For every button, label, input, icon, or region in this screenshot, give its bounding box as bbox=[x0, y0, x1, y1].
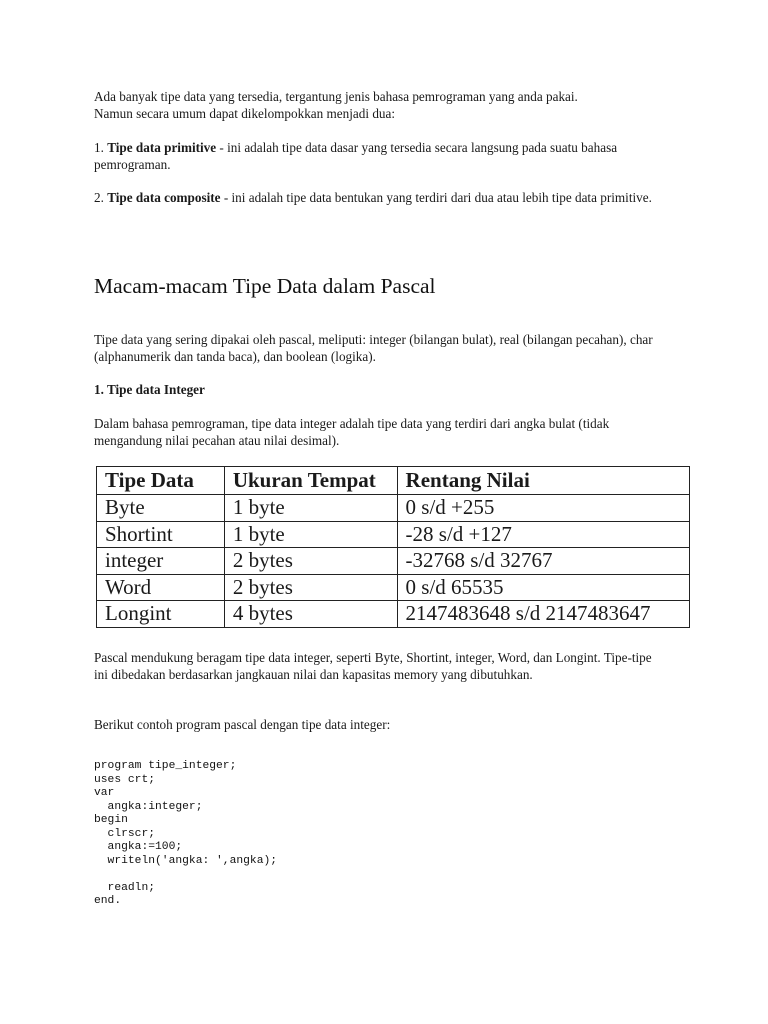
table-cell: Longint bbox=[97, 601, 225, 628]
table-row bbox=[97, 574, 690, 601]
table-header-cell: Ukuran Tempat bbox=[224, 467, 397, 495]
table-cell: Word bbox=[97, 574, 225, 601]
table-cell: 0 s/d +255 bbox=[397, 495, 689, 522]
table-row bbox=[97, 521, 690, 548]
table-header-cell: Rentang Nilai bbox=[397, 467, 689, 495]
composite-term: Tipe data composite bbox=[107, 190, 221, 205]
table-cell: Byte bbox=[97, 495, 225, 522]
table-cell: 1 byte bbox=[224, 521, 397, 548]
pascal-intro-paragraph: Tipe data yang sering dipakai oleh pascal, meliputi: integer (bilangan bulat), real (bilangan pecahan), char (alphanumerik dan tanda baca), dan boolean (logika). bbox=[94, 332, 653, 364]
table-cell: -28 s/d +127 bbox=[397, 521, 689, 548]
table-cell: 0 s/d 65535 bbox=[397, 574, 689, 601]
table-cell: integer bbox=[97, 548, 225, 575]
integer-types-table bbox=[96, 466, 690, 628]
table-cell: 2 bytes bbox=[224, 548, 397, 575]
primitive-number: 1. bbox=[94, 140, 108, 155]
table-row bbox=[97, 495, 690, 522]
table-row bbox=[97, 601, 690, 628]
intro-paragraph bbox=[94, 88, 684, 122]
table-row bbox=[97, 548, 690, 575]
section-heading: Macam-macam Tipe Data dalam Pascal bbox=[94, 274, 436, 298]
table-cell: 1 byte bbox=[224, 495, 397, 522]
example-intro: Berikut contoh program pascal dengan tipe data integer: bbox=[94, 717, 391, 732]
composite-number: 2. bbox=[94, 190, 108, 205]
code-block: program tipe_integer; uses crt; var angka:integer; begin clrscr; angka:=100; writeln('angka: ',angka); readln; end. bbox=[94, 760, 278, 907]
primitive-term: Tipe data primitive bbox=[107, 140, 217, 155]
table-cell: -32768 s/d 32767 bbox=[397, 548, 689, 575]
integer-description: Dalam bahasa pemrograman, tipe data integer adalah tipe data yang terdiri dari angka bulat (tidak mengandung nilai pecahan atau nilai desimal). bbox=[94, 416, 610, 448]
table-cell: Shortint bbox=[97, 521, 225, 548]
primitive-text: - ini adalah tipe data dasar yang tersedia secara langsung pada suatu bahasa pemrograman. bbox=[94, 140, 618, 172]
table-cell: 2147483648 s/d 2147483647 bbox=[397, 601, 689, 628]
table-cell: 2 bytes bbox=[224, 574, 397, 601]
integer-subheading: 1. Tipe data Integer bbox=[94, 382, 205, 397]
intro-line-2: Namun secara umum dapat dikelompokkan menjadi dua: bbox=[94, 106, 396, 121]
table-cell: 4 bytes bbox=[224, 601, 397, 628]
primitive-paragraph bbox=[94, 139, 674, 173]
table-header-cell: Tipe Data bbox=[97, 467, 225, 495]
intro-line-1: Ada banyak tipe data yang tersedia, tergantung jenis bahasa pemrograman yang anda pakai. bbox=[94, 89, 578, 104]
support-paragraph: Pascal mendukung beragam tipe data integer, seperti Byte, Shortint, integer, Word, dan Longint. Tipe-tipe ini dibedakan berdasarkan jangkauan nilai dan kapasitas memory yang dibutuhkan. bbox=[94, 650, 652, 682]
composite-text: - ini adalah tipe data bentukan yang terdiri dari dua atau lebih tipe data primitive. bbox=[220, 190, 652, 205]
composite-paragraph bbox=[94, 189, 664, 206]
table-header-row bbox=[97, 467, 690, 495]
